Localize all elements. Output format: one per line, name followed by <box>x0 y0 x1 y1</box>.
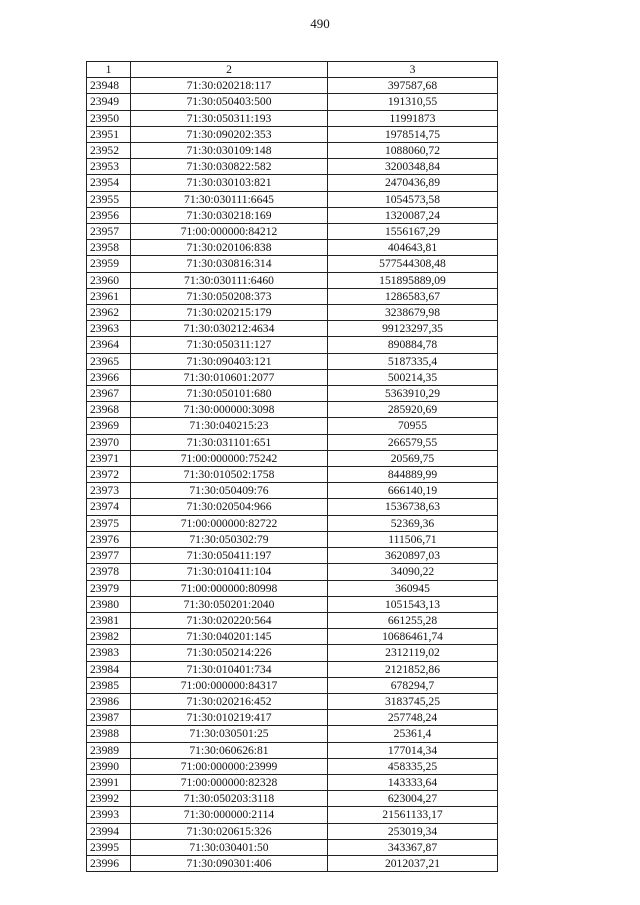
table-row <box>87 240 498 256</box>
row-number-cell: 23960 <box>87 272 131 288</box>
row-number-cell: 23986 <box>87 693 131 709</box>
cadastral-number-cell: 71:30:050411:197 <box>131 548 328 564</box>
row-number-cell: 23969 <box>87 418 131 434</box>
row-number-cell: 23968 <box>87 402 131 418</box>
row-number-cell: 23975 <box>87 515 131 531</box>
value-cell: 623004,27 <box>328 791 498 807</box>
table-row <box>87 774 498 790</box>
row-number-cell: 23965 <box>87 353 131 369</box>
cadastral-number-cell: 71:30:040201:145 <box>131 629 328 645</box>
row-number-cell: 23982 <box>87 629 131 645</box>
cadastral-number-cell: 71:00:000000:23999 <box>131 758 328 774</box>
table-row <box>87 629 498 645</box>
row-number-cell: 23962 <box>87 305 131 321</box>
value-cell: 2312119,02 <box>328 645 498 661</box>
table-row <box>87 531 498 547</box>
cadastral-number-cell: 71:30:020218:117 <box>131 78 328 94</box>
cadastral-number-cell: 71:30:030103:821 <box>131 175 328 191</box>
table-row <box>87 580 498 596</box>
row-number-cell: 23956 <box>87 207 131 223</box>
value-cell: 661255,28 <box>328 612 498 628</box>
table-row <box>87 450 498 466</box>
row-number-cell: 23972 <box>87 467 131 483</box>
value-cell: 21561133,17 <box>328 807 498 823</box>
value-cell: 285920,69 <box>328 402 498 418</box>
table-row <box>87 224 498 240</box>
cadastral-number-cell: 71:30:020106:838 <box>131 240 328 256</box>
row-number-cell: 23988 <box>87 726 131 742</box>
cadastral-number-cell: 71:30:020615:326 <box>131 823 328 839</box>
value-cell: 397587,68 <box>328 78 498 94</box>
value-cell: 143333,64 <box>328 774 498 790</box>
value-cell: 177014,34 <box>328 742 498 758</box>
cadastral-number-cell: 71:30:030816:314 <box>131 256 328 272</box>
table-row <box>87 855 498 871</box>
value-cell: 1088060,72 <box>328 143 498 159</box>
row-number-cell: 23993 <box>87 807 131 823</box>
row-number-cell: 23961 <box>87 288 131 304</box>
cadastral-number-cell: 71:30:050201:2040 <box>131 596 328 612</box>
cadastral-number-cell: 71:30:020220:564 <box>131 612 328 628</box>
table-row <box>87 564 498 580</box>
value-cell: 458335,25 <box>328 758 498 774</box>
row-number-cell: 23983 <box>87 645 131 661</box>
table-row <box>87 645 498 661</box>
cadastral-number-cell: 71:30:050311:193 <box>131 110 328 126</box>
table-row <box>87 126 498 142</box>
value-cell: 1286583,67 <box>328 288 498 304</box>
value-cell: 151895889,09 <box>328 272 498 288</box>
value-cell: 2012037,21 <box>328 855 498 871</box>
table-row <box>87 337 498 353</box>
cadastral-number-cell: 71:30:030111:6645 <box>131 191 328 207</box>
row-number-cell: 23964 <box>87 337 131 353</box>
value-cell: 34090,22 <box>328 564 498 580</box>
cadastral-number-cell: 71:30:030822:582 <box>131 159 328 175</box>
row-number-cell: 23989 <box>87 742 131 758</box>
table-row <box>87 159 498 175</box>
table-row <box>87 467 498 483</box>
table-row <box>87 839 498 855</box>
value-cell: 52369,36 <box>328 515 498 531</box>
value-cell: 266579,55 <box>328 434 498 450</box>
table-row <box>87 548 498 564</box>
row-number-cell: 23974 <box>87 499 131 515</box>
row-number-cell: 23990 <box>87 758 131 774</box>
table-body <box>87 78 498 872</box>
value-cell: 360945 <box>328 580 498 596</box>
row-number-cell: 23957 <box>87 224 131 240</box>
cadastral-number-cell: 71:30:030218:169 <box>131 207 328 223</box>
table-row <box>87 742 498 758</box>
row-number-cell: 23963 <box>87 321 131 337</box>
row-number-cell: 23992 <box>87 791 131 807</box>
table-row <box>87 305 498 321</box>
row-number-cell: 23949 <box>87 94 131 110</box>
value-cell: 70955 <box>328 418 498 434</box>
row-number-cell: 23967 <box>87 386 131 402</box>
row-number-cell: 23954 <box>87 175 131 191</box>
table-row <box>87 807 498 823</box>
cadastral-number-cell: 71:30:010502:1758 <box>131 467 328 483</box>
table-row <box>87 369 498 385</box>
value-cell: 890884,78 <box>328 337 498 353</box>
table-row <box>87 256 498 272</box>
row-number-cell: 23948 <box>87 78 131 94</box>
cadastral-number-cell: 71:30:050311:127 <box>131 337 328 353</box>
cadastral-number-cell: 71:30:050409:76 <box>131 483 328 499</box>
table-row <box>87 78 498 94</box>
row-number-cell: 23970 <box>87 434 131 450</box>
table-row <box>87 321 498 337</box>
value-cell: 257748,24 <box>328 710 498 726</box>
cadastral-number-cell: 71:30:090403:121 <box>131 353 328 369</box>
cadastral-number-cell: 71:30:030212:4634 <box>131 321 328 337</box>
row-number-cell: 23978 <box>87 564 131 580</box>
row-number-cell: 23981 <box>87 612 131 628</box>
column-header: 2 <box>131 62 328 78</box>
cadastral-number-cell: 71:00:000000:84317 <box>131 677 328 693</box>
row-number-cell: 23950 <box>87 110 131 126</box>
value-cell: 111506,71 <box>328 531 498 547</box>
cadastral-number-cell: 71:30:050302:79 <box>131 531 328 547</box>
cadastral-number-cell: 71:30:050214:226 <box>131 645 328 661</box>
value-cell: 1051543,13 <box>328 596 498 612</box>
row-number-cell: 23959 <box>87 256 131 272</box>
table-row <box>87 434 498 450</box>
value-cell: 25361,4 <box>328 726 498 742</box>
table-header-row <box>87 62 498 78</box>
table-row <box>87 612 498 628</box>
cadastral-number-cell: 71:30:090301:406 <box>131 855 328 871</box>
cadastral-number-cell: 71:30:050403:500 <box>131 94 328 110</box>
value-cell: 844889,99 <box>328 467 498 483</box>
cadastral-number-cell: 71:30:020215:179 <box>131 305 328 321</box>
cadastral-number-cell: 71:30:020504:966 <box>131 499 328 515</box>
value-cell: 1054573,58 <box>328 191 498 207</box>
table-row <box>87 191 498 207</box>
table-row <box>87 693 498 709</box>
cadastral-number-cell: 71:30:040215:23 <box>131 418 328 434</box>
table-row <box>87 483 498 499</box>
value-cell: 678294,7 <box>328 677 498 693</box>
value-cell: 666140,19 <box>328 483 498 499</box>
cadastral-number-cell: 71:30:050101:680 <box>131 386 328 402</box>
row-number-cell: 23958 <box>87 240 131 256</box>
cadastral-number-cell: 71:00:000000:82328 <box>131 774 328 790</box>
cadastral-number-cell: 71:30:030401:50 <box>131 839 328 855</box>
cadastral-number-cell: 71:30:000000:3098 <box>131 402 328 418</box>
table-row <box>87 596 498 612</box>
value-cell: 3183745,25 <box>328 693 498 709</box>
table-row <box>87 758 498 774</box>
value-cell: 1978514,75 <box>328 126 498 142</box>
row-number-cell: 23984 <box>87 661 131 677</box>
table-row <box>87 677 498 693</box>
table-row <box>87 515 498 531</box>
cadastral-number-cell: 71:30:060626:81 <box>131 742 328 758</box>
cadastral-number-cell: 71:00:000000:84212 <box>131 224 328 240</box>
value-cell: 1320087,24 <box>328 207 498 223</box>
value-cell: 1556167,29 <box>328 224 498 240</box>
table-row <box>87 661 498 677</box>
table-row <box>87 143 498 159</box>
value-cell: 1536738,63 <box>328 499 498 515</box>
row-number-cell: 23985 <box>87 677 131 693</box>
value-cell: 191310,55 <box>328 94 498 110</box>
value-cell: 20569,75 <box>328 450 498 466</box>
cadastral-number-cell: 71:30:030109:148 <box>131 143 328 159</box>
value-cell: 3238679,98 <box>328 305 498 321</box>
row-number-cell: 23951 <box>87 126 131 142</box>
cadastral-number-cell: 71:30:050208:373 <box>131 288 328 304</box>
cadastral-number-cell: 71:30:030501:25 <box>131 726 328 742</box>
row-number-cell: 23977 <box>87 548 131 564</box>
table-row <box>87 710 498 726</box>
table-row <box>87 791 498 807</box>
row-number-cell: 23966 <box>87 369 131 385</box>
value-cell: 577544308,48 <box>328 256 498 272</box>
value-cell: 11991873 <box>328 110 498 126</box>
row-number-cell: 23976 <box>87 531 131 547</box>
cadastral-number-cell: 71:00:000000:80998 <box>131 580 328 596</box>
row-number-cell: 23955 <box>87 191 131 207</box>
value-cell: 500214,35 <box>328 369 498 385</box>
cadastral-number-cell: 71:30:010219:417 <box>131 710 328 726</box>
table-row <box>87 418 498 434</box>
registry-table <box>86 61 498 872</box>
cadastral-number-cell: 71:30:010401:734 <box>131 661 328 677</box>
value-cell: 343367,87 <box>328 839 498 855</box>
row-number-cell: 23987 <box>87 710 131 726</box>
table-row <box>87 726 498 742</box>
row-number-cell: 23971 <box>87 450 131 466</box>
value-cell: 3620897,03 <box>328 548 498 564</box>
row-number-cell: 23996 <box>87 855 131 871</box>
table-row <box>87 823 498 839</box>
table-row <box>87 353 498 369</box>
value-cell: 99123297,35 <box>328 321 498 337</box>
row-number-cell: 23994 <box>87 823 131 839</box>
cadastral-number-cell: 71:00:000000:75242 <box>131 450 328 466</box>
page-number: 490 <box>310 16 330 31</box>
row-number-cell: 23953 <box>87 159 131 175</box>
cadastral-number-cell: 71:30:010601:2077 <box>131 369 328 385</box>
row-number-cell: 23991 <box>87 774 131 790</box>
cadastral-number-cell: 71:30:090202:353 <box>131 126 328 142</box>
value-cell: 2121852,86 <box>328 661 498 677</box>
cadastral-number-cell: 71:30:020216:452 <box>131 693 328 709</box>
column-header: 3 <box>328 62 498 78</box>
table-row <box>87 402 498 418</box>
column-header: 1 <box>87 62 131 78</box>
cadastral-number-cell: 71:00:000000:82722 <box>131 515 328 531</box>
value-cell: 404643,81 <box>328 240 498 256</box>
table-row <box>87 288 498 304</box>
cadastral-number-cell: 71:30:050203:3118 <box>131 791 328 807</box>
value-cell: 3200348,84 <box>328 159 498 175</box>
table-row <box>87 94 498 110</box>
value-cell: 2470436,89 <box>328 175 498 191</box>
cadastral-number-cell: 71:30:000000:2114 <box>131 807 328 823</box>
table-row <box>87 207 498 223</box>
table-row <box>87 272 498 288</box>
row-number-cell: 23973 <box>87 483 131 499</box>
cadastral-number-cell: 71:30:030111:6460 <box>131 272 328 288</box>
table-row <box>87 110 498 126</box>
value-cell: 5187335,4 <box>328 353 498 369</box>
value-cell: 10686461,74 <box>328 629 498 645</box>
row-number-cell: 23995 <box>87 839 131 855</box>
cadastral-number-cell: 71:30:031101:651 <box>131 434 328 450</box>
table-row <box>87 175 498 191</box>
row-number-cell: 23979 <box>87 580 131 596</box>
row-number-cell: 23952 <box>87 143 131 159</box>
value-cell: 5363910,29 <box>328 386 498 402</box>
value-cell: 253019,34 <box>328 823 498 839</box>
row-number-cell: 23980 <box>87 596 131 612</box>
table-row <box>87 386 498 402</box>
table-row <box>87 499 498 515</box>
cadastral-number-cell: 71:30:010411:104 <box>131 564 328 580</box>
